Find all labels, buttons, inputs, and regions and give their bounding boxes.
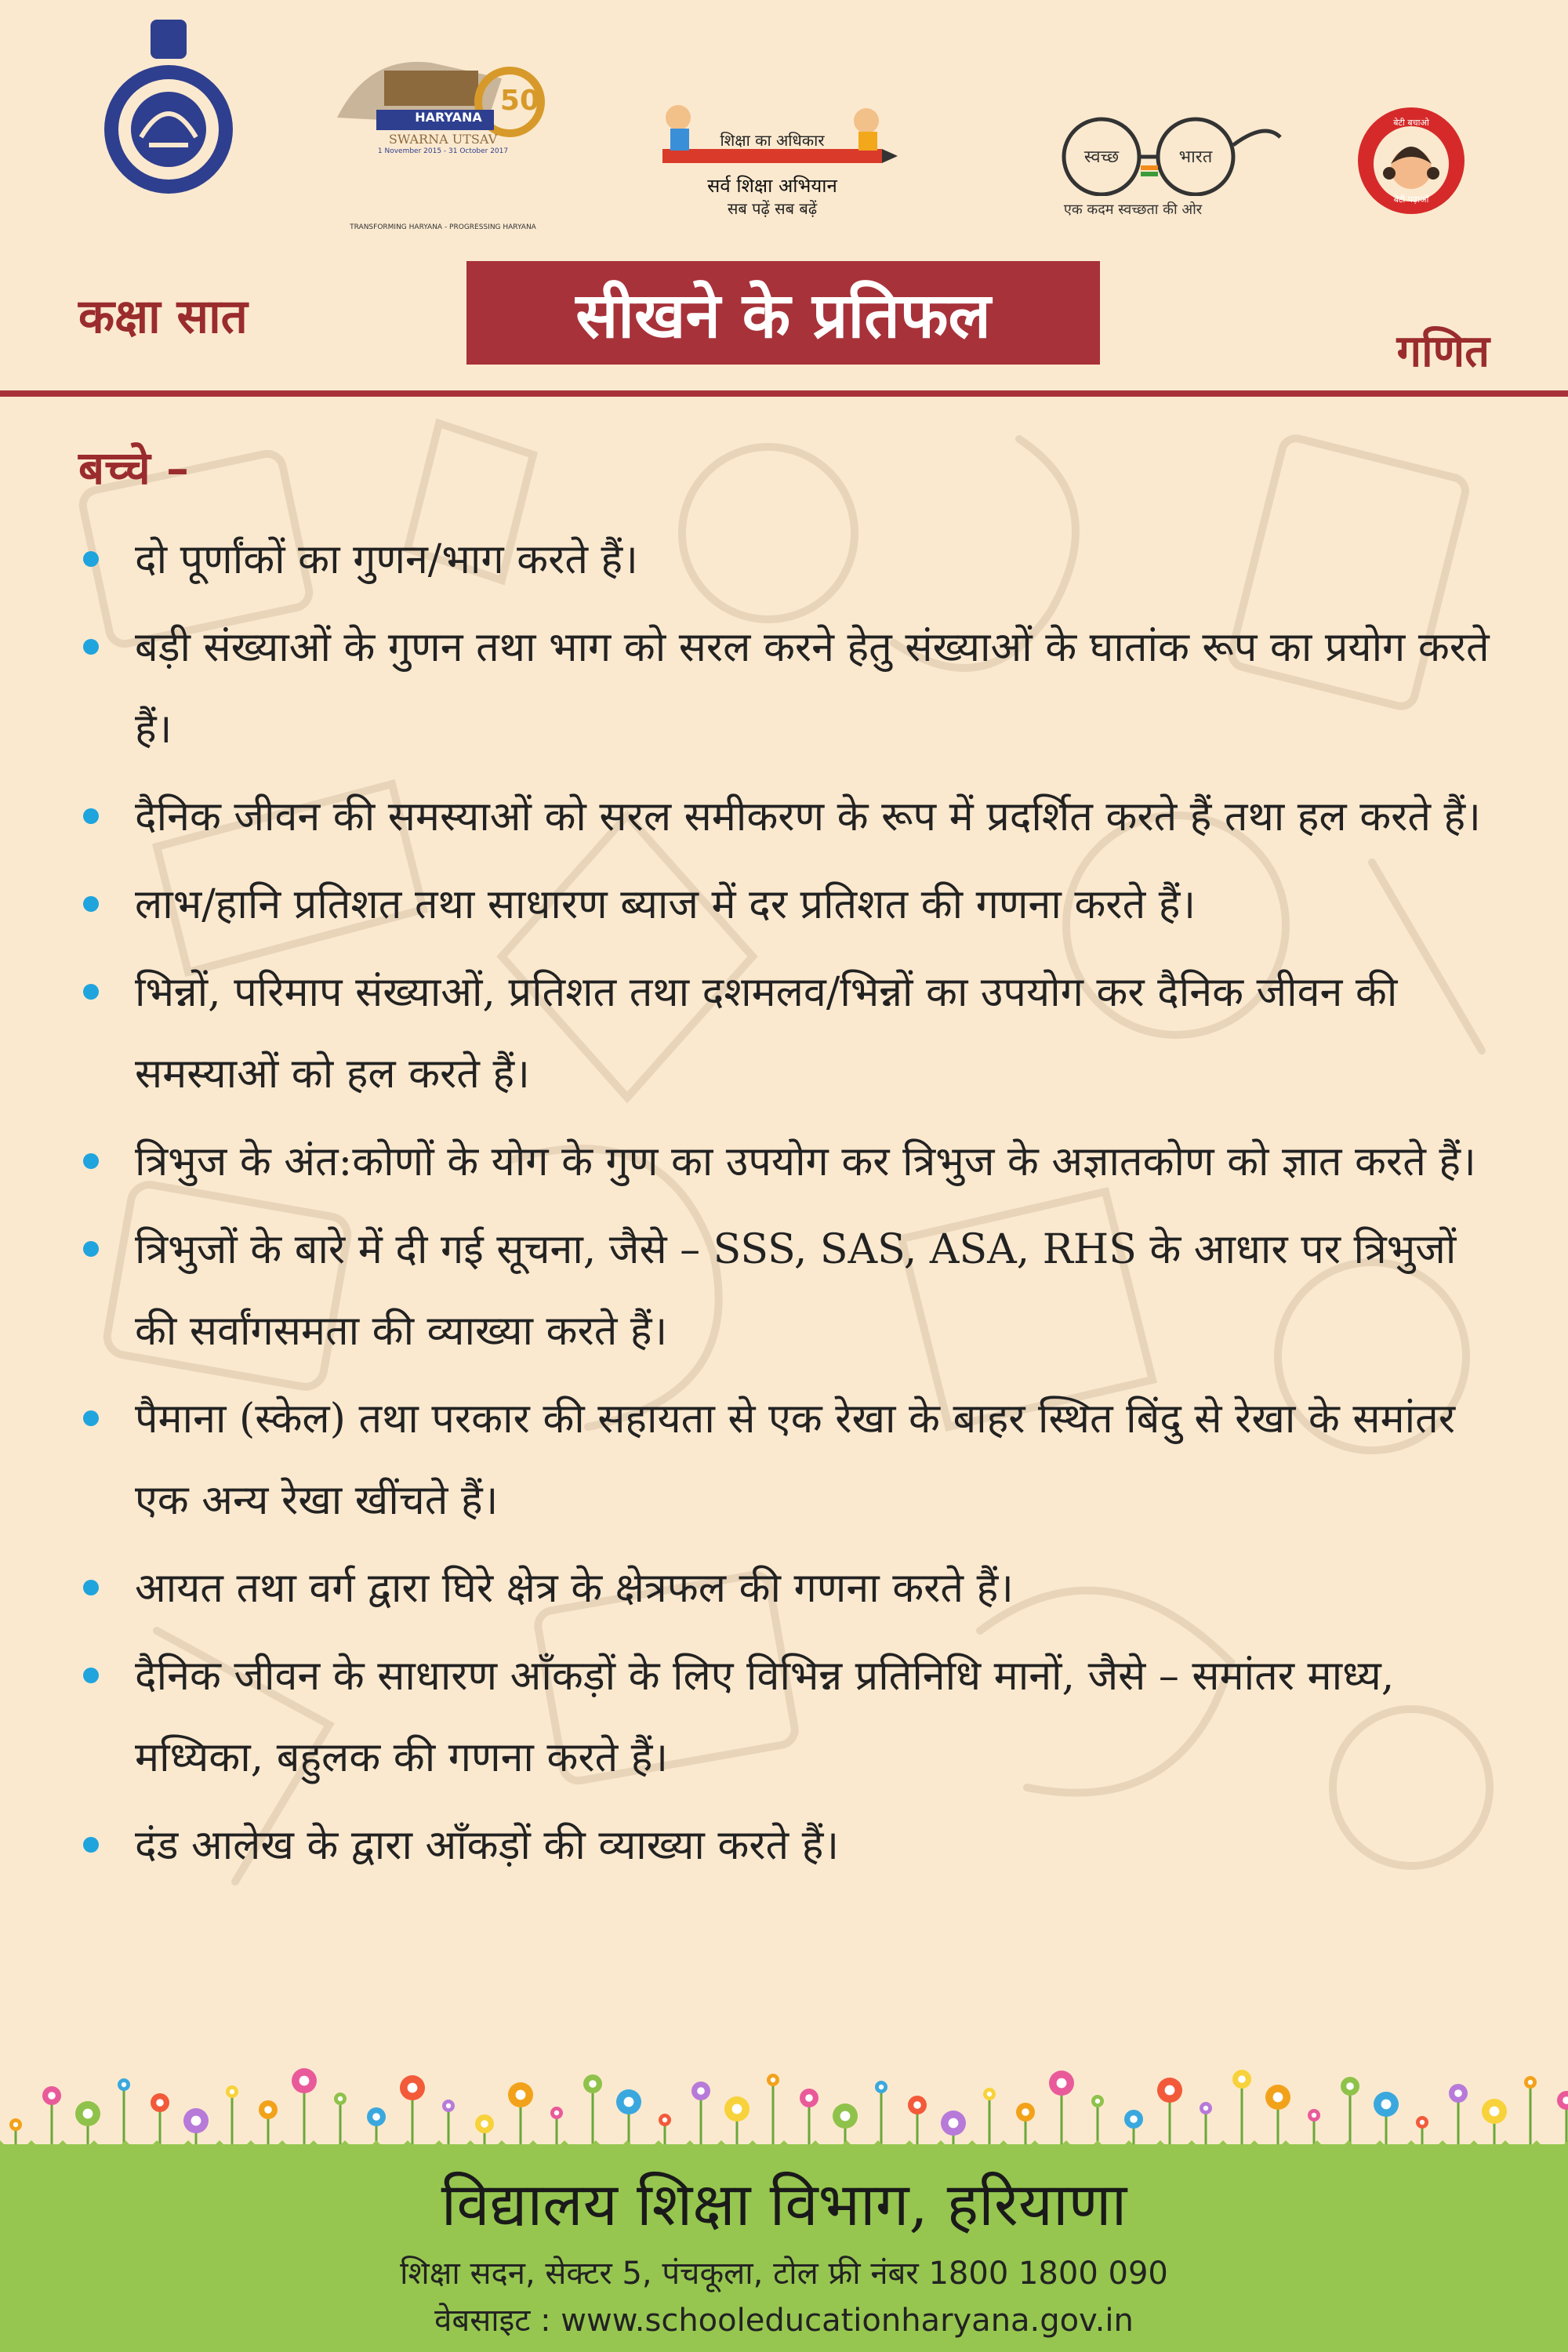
outcome-item [78,1209,1497,1372]
outcome-text: दैनिक जीवन के साधारण आँकड़ों के लिए विभिन्न प्रतिनिधि मानों, जैसे – समांतर माध्य, मध्यिका, बहुलक की गणना करते हैं। [135,1653,1395,1781]
beti-bachao-logo [1356,106,1466,216]
swachh-bharat-logo [1031,110,1282,227]
swachh-tagline: एक कदम स्वच्छता की ओर [1063,201,1203,218]
flower-center [1238,2075,1246,2083]
ssa-top-text: शिक्षा का अधिकार [720,131,825,150]
flower-center [1057,2078,1067,2089]
outcome-text: त्रिभुजों के बारे में दी गई सूचना, जैसे – SSS, SAS, ASA, RHS के आधार पर त्रिभुजों की सर्वांगसमता की व्याख्या करते हैं। [135,1226,1457,1355]
outcome-text: लाभ/हानि प्रतिशत तथा साधारण ब्याज में दर प्रतिशत की गणना करते हैं। [135,881,1196,928]
flower-center [1273,2092,1283,2103]
bullet-icon [83,551,99,567]
swachh-right-text: भारत [1178,147,1213,167]
beti-padhao-text: बेटी पढ़ाओ [1393,194,1429,205]
outcome-item [78,607,1497,770]
swachh-left-text: स्वच्छ [1083,147,1120,167]
flower-center [230,2089,234,2094]
swarna-utsav-dates: 1 November 2015 - 31 October 2017 [377,147,509,155]
department-name: विद्यालय शिक्षा विभाग, हरियाणा [441,2169,1127,2239]
outcome-text: भिन्नों, परिमाप संख्याओं, प्रतिशत तथा दशमलव/भिन्नों का उपयोग कर दैनिक जीवन की समस्याओं को हल करते हैं। [135,969,1398,1098]
bullet-icon [83,896,99,912]
outcome-text: बड़ी संख्याओं के गुणन तथा भाग को सरल करने हेतु संख्याओं के घातांक रूप का प्रयोग करते हैं। [135,624,1490,753]
outcome-item [78,864,1497,946]
bullet-icon [83,1153,99,1169]
flower-center [987,2092,992,2096]
title-banner [466,261,1100,365]
swarna-utsav-title: HARYANA [415,110,482,125]
flower-center [299,2076,310,2086]
gandhi-spectacles-icon [1031,110,1282,196]
flower-center [624,2097,634,2107]
class-label: कक्षा सात [78,289,248,344]
learning-outcomes-list [78,519,1497,1893]
outcome-text: आयत तथा वर्ग द्वारा घिरे क्षेत्र के क्षेत्रफल की गणना करते हैं। [135,1565,1014,1612]
bullet-icon [83,1668,99,1683]
bullet-icon [83,1837,99,1853]
flower-center [48,2092,56,2100]
flower-center [338,2096,343,2101]
flower-center [697,2087,705,2095]
outcome-text: दो पूर्णांकों का गुणन/भाग करते हैं। [135,536,638,583]
outcome-item [78,952,1497,1115]
flower-center [805,2094,813,2102]
department-address: शिक्षा सदन, सेक्टर 5, पंचकूला, टोल फ्री नंबर 1800 1800 090 [400,2256,1168,2292]
flower-center [408,2083,418,2093]
flower-center [1490,2107,1500,2117]
flower-center [1095,2099,1100,2103]
outcome-item [78,1635,1497,1798]
flower-center [1528,2080,1533,2085]
swarna-utsav-tagline: TRANSFORMING HARYANA - PROGRESSING HARYANA [350,223,536,231]
swarna-utsav-number: 50 [499,85,539,117]
flower-center [1165,2085,1175,2096]
haryana-seal-icon [102,20,235,200]
subject-label: गणित [1396,325,1490,377]
bullet-icon [83,1241,99,1257]
outcome-item [78,776,1497,858]
outcome-text: त्रिभुज के अंत:कोणों के योग के गुण का उपयोग कर त्रिभुज के अज्ञातकोण को ज्ञात करते हैं। [135,1138,1476,1185]
swarna-utsav-subtitle: SWARNA UTSAV [388,132,498,147]
outcome-item [78,1548,1497,1629]
flower-center [1203,2106,1208,2111]
outcome-text: दंड आलेख के द्वारा आँकड़ों की व्याख्या करते हैं। [135,1822,840,1869]
page-title: सीखने के प्रतिफल [575,278,991,352]
flower-center [879,2085,884,2089]
beti-bachao-text: बेटी बचाओ [1393,118,1429,128]
ssa-tagline: सब पढ़ें सब बढ़ें [727,199,818,218]
flower-center [516,2090,526,2100]
sarva-shiksha-abhiyan-logo [647,94,898,227]
bullet-icon [83,808,99,824]
haryana-govt-seal [102,20,235,200]
outcome-text: दैनिक जीवन की समस्याओं को सरल समीकरण के रूप में प्रदर्शित करते हैं तथा हल करते हैं। [135,793,1481,840]
header-divider [0,390,1568,397]
outcome-item [78,519,1497,601]
flower-center [264,2106,272,2114]
flower-center [771,2078,775,2082]
bullet-icon [83,984,99,1000]
outcome-item [78,1121,1497,1203]
intro-label: बच्चे – [78,441,190,495]
department-website: वेबसाइट : www.schooleducationharyana.gov.in [434,2303,1134,2339]
flower-center [589,2080,597,2088]
bullet-icon [83,639,99,655]
flower-center [122,2082,126,2087]
flower-center [156,2099,164,2107]
flower-center [554,2111,559,2115]
flower-center [913,2101,921,2109]
flower-center [1346,2082,1354,2090]
flower-center [1454,2089,1462,2097]
flower-center [1381,2100,1392,2110]
outcome-item [78,1805,1497,1886]
flower-center [446,2103,451,2108]
outcome-item [78,1378,1497,1541]
flower-center [732,2104,742,2114]
ssa-title: सर्व शिक्षा अभियान [707,175,837,197]
swarna-utsav-logo [329,47,557,231]
logo-row [0,16,1568,231]
bullet-icon [83,1410,99,1426]
flower-center [1022,2108,1029,2116]
bullet-icon [83,1580,99,1595]
outcome-text: पैमाना (स्केल) तथा परकार की सहायता से एक रेखा के बाहर स्थित बिंदु से रेखा के समांतर एक अन्य रेखा खींचते हैं। [135,1396,1455,1524]
